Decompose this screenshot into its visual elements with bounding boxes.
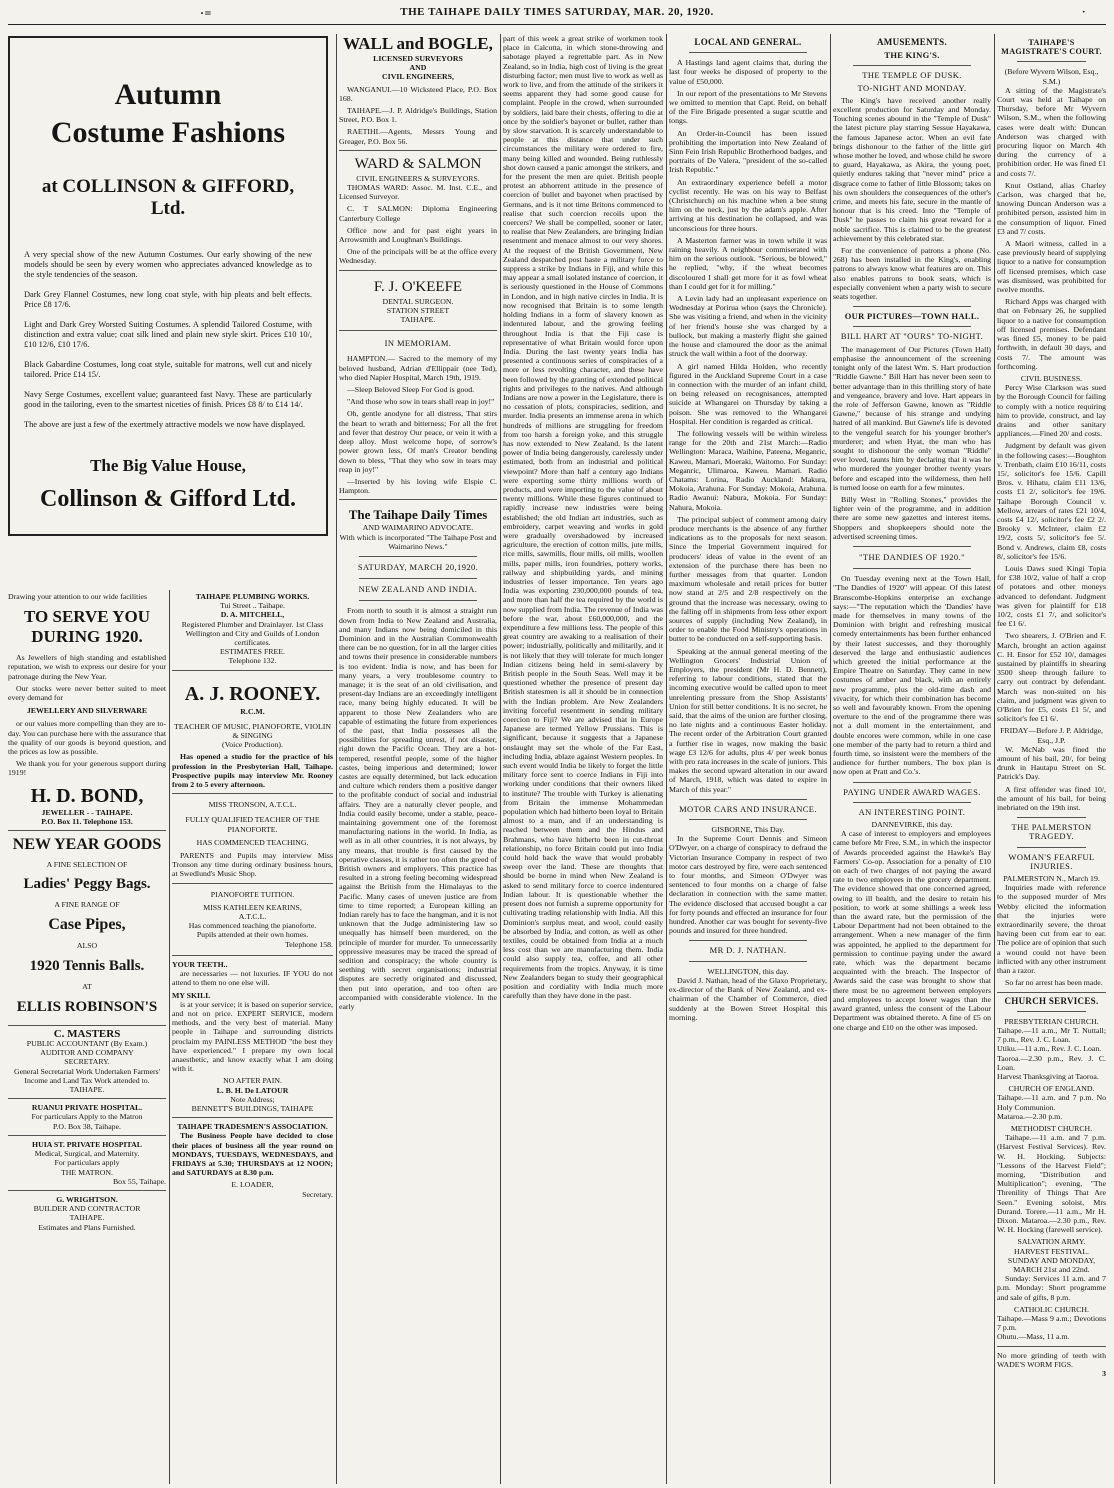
ward-salmon-paragraph: THOMAS WARD: Assoc. M. Inst. C.E., and Licensed Surveyor. [339,183,497,202]
church-title: CHURCH SERVICES. [1004,995,1099,1006]
divider [997,1346,1106,1347]
column-rule [666,34,667,1484]
salvation-title: SALVATION ARMY. [1017,1237,1086,1247]
advert-footer-1: The Big Value House, [90,456,246,475]
advert-headline-1: Autumn [114,78,222,111]
award-subtitle: AN INTERESTING POINT. [858,806,966,817]
church-line: Ohutu.—Mass, 11 a.m. [997,1332,1070,1342]
motor-title: MOTOR CARS AND INSURANCE. [679,803,817,814]
news-paragraph: A Masterton farmer was in town while it was raining heavily. A neighbour commiserated with him on the serious outlook. "Serious, be blowed," he replied, "why, if the wheat becomes discoloured I shall get more for it as fowl wheat than I could get for it for milling." [669,235,827,291]
kearins-line: A.T.C.L. [238,912,267,922]
news-paragraph: The following vessels will be within wireless range for the 20th and 21st March:—Radio Wellington: Maraca, Waihine, Pateena, Meganric, Kaweu, Mamari, Moeraki, Waitomo. For Sunday: Meganric, Ulimaroa, Kaweu. Mamari. Radio Chatams: Lorina, Radio Auckland: Makura, Mokoia, Arahuna. For Sunday: Mokoia, Arahuna. Radio Awanui: Nabura, Mokoia. For Sunday: Nahura, Mokoia. [669,428,827,512]
divider [1017,817,1086,818]
divider [853,802,971,803]
masters-name: C. MASTERS [53,1027,121,1040]
latour-line: BENNETT'S BUILDINGS, TAIHAPE [191,1103,314,1113]
bond-intro: Drawing your attention to our wide facilities [8,592,148,601]
plumbing-line: Tui Street .. Taihape. [220,601,285,611]
advert-paragraph: Navy Serge Costumes, excellent value; guaranteed fast Navy. These are particularly good in the tailoring, even to the smartest niceties of finish. Prices £8 8/ to £14 14/. [24,390,312,409]
rooney-name: A. J. ROONEY. [184,682,321,705]
masthead-mark-right: · [1081,6,1086,18]
column-5 [669,34,827,1484]
kearins-line: Has commenced teaching the pianoforte. [188,921,317,931]
bond-paragraph: As Jewellers of high standing and established reputation, we wish to express our desire for your patronage during the New Year. [8,653,166,681]
hart-title: BILL HART AT "OURS" TO-NIGHT. [840,331,984,342]
huia-line: Box 55, Taihape. [112,1176,166,1186]
divider [853,326,971,327]
wall-bogle-line: CIVIL ENGINEERS, [382,72,454,82]
court-paragraph: A Maori witness, called in a case previously heard of supplying liquor to a native for consumption off licensed premises, which case was dismissed, was prohibited for twelve months. [997,239,1106,295]
ruanui-name: RUANUI PRIVATE HOSPITAL. [31,1103,143,1113]
court-title: TAIHAPE'S MAGISTRATE'S COURT. [1001,38,1102,57]
wrightson-line: TAIHAPE. [69,1213,105,1223]
tradesmen-title: TAIHAPE TRADESMEN'S ASSOCIATION. [177,1122,328,1132]
church-line: Taihape.—11 a.m., Mr T. Nuttall; 7 p.m., Rev. J. C. Loan. [997,1025,1106,1045]
local-general-title: LOCAL AND GENERAL. [694,37,802,47]
tradesmen-line: Secretary. [302,1189,333,1199]
award-paragraph: A case of interest to employers and employees came before Mr Free, S.M., in which the inspector of Awards proceeded against the Hawke's Bay Farmers' Co-op. Association for a penalty of £10 on each of two charges of not paying the award rate to two employees in the grocery department. The evidence showed that one concerned agreed, owing to ill health, and the desire to retain his position, to work at some shillings a week less than the award rate, but the permission of the Labour Department had not been obtained to the arrangement. When a new manager of the firm was appointed, he applied to the department for permission to continue paying under the award rate, which was the department became acquainted with the breach. The Inspector of Awards said the case was brought to show that there must be no agreement between employers and employees to accept lower wages than the award granted, unless the consent of the Labour Department was obtained thereto. A fine of £5 on one charge and £10 on the other was imposed. [833,829,991,1032]
memoriam-title: IN MEMORIAM. [384,338,452,349]
plumbing-line: D. A. MITCHELL, [220,610,285,620]
page-number: 3 [1102,1369,1106,1379]
methodist-title: METHODIST CHURCH. [1010,1123,1093,1133]
plumbing-line: ESTIMATES FREE. [220,647,285,657]
ellis-peggy: Ladies' Peggy Bags. [23,876,151,893]
bond-headline-2: DURING 1920. [31,627,143,647]
advert-headline-3: at COLLINSON & GIFFORD, Ltd. [41,176,295,219]
column-2 [172,592,333,1484]
anglican-title: CHURCH OF ENGLAND. [1008,1084,1095,1094]
amusements-title: AMUSEMENTS. [876,37,948,47]
news-paragraph: An extraordinary experience befell a motor cyclist recently. He was on his way to Belfast (Christchurch) on his machine when a bee stung him on the neck, just by the adam's apple. After arriving at his destination he collapsed, and was unconscious for three hours. [669,177,827,233]
award-dateline: DANNEVIRKE, this day. [871,820,953,830]
bond-headline-1: TO SERVE YOU [24,607,150,627]
ellis-balls: 1920 Tennis Balls. [29,957,145,974]
advert-footer-2: Collinson & Gifford Ltd. [39,486,297,512]
temple-subtitle: TO-NIGHT AND MONDAY. [857,82,967,93]
motor-dateline: GISBORNE, This Day. [711,825,785,835]
column-1 [8,592,166,1484]
huia-line: Medical, Surgical, and Maternity. [34,1149,140,1159]
palmerston-title: THE PALMERSTON TRAGEDY. [1011,822,1092,842]
divider [172,793,333,794]
paper-line: AND WAIMARINO ADVOCATE. [362,523,474,533]
ellis-line: AT [82,981,92,991]
latour-line: L. B. H. De LATOUR [216,1085,289,1095]
ellis-line: A FINE SELECTION OF [46,860,128,870]
tradesmen-paragraph: The Business People have decided to close their places of business all the year round on MONDAYS, TUESDAYS, WEDNESDAYS, and FRIDAYS at 5.30; THURSDAYS at 12 NOON; and SATURDAYS at 8.30 p.m. [172,1131,333,1178]
tradesmen-line: E. LOADER, [231,1180,274,1190]
okeefe-line: TAIHAPE. [400,315,436,325]
court-paragraph: A sitting of the Magistrate's Court was held at Taihape on Thursday, before Mr Wyvern Wilson, S.M., when the following cases were dealt with: Duncan Anderson was charged with procuring liquor on March 4th during the currency of a prohibition order. He was fined £1 and costs 7/. [997,85,1106,178]
advert-paragraph: Dark Grey Flannel Costumes, new long coat style, with hip pleats and belt effects. Price £8 17/6. [24,290,312,309]
wrightson-name: G. WRIGHTSON. [56,1194,118,1204]
editorial-body: From north to south it is almost a straight run down from India to New Zealand and Australia, and many Indians now being domiciled in this Dominion and in the Australian Commonwealth there can be no question, for in all the larger cities and towns their presence in considerable numbers is too evident. India is now, and has been for many years, a very troublesome country to manage; it is the seat of an old civilisation, and present-day Indians are an exceedingly intelligent race, many being highly educated. It will be apparent to those New Zealanders who are capable of estimating the future from experiences of the past, that India possesses all the possibilities for spreading unrest, if not disaster, right down the Pacific Ocean. They are a hot-tempered, resentful people, some of the higher castes, being imperious and determined; lower castes are equally determined, but lack education and culture which renders them a positive danger to the profitable conduct of social and industrial affairs. They are a naturally clever people, and India could easily become, under a stable, peace-maintaining government one of the foremost manufacturing nations in the world. In India, as well as in all other countries, it is not always, by any means, that trouble is first caused by the operative classes, it is rather too often the greed of British owners and employers. This practice has resulted in a strong feeling becoming widespread against the British from the Himalayas to the Pacific. Many cases of uneven justice are from time to time reported; a European killing an Indian rarely has to face the hangman, and it is not unknown that the Judge administering law so unequally has himself been murdered, on the principle of murder for murder. To unnecessarily oppressive measures may be traced the spread of sedition and conspiracy; the whole country is seething with secret organisations; industrial disputes are secretly originated and discussed, then put into operation, and too often are accompanied with considerable violence. In the early [339,606,497,1012]
latour-line: Note Address; [230,1094,275,1104]
tronson-line: HAS COMMENCED TEACHING. [196,837,309,847]
advert-paragraph: The above are just a few of the exertmely attractive models we now have displayed. [24,420,306,429]
masters-line: TAIHAPE. [69,1085,105,1095]
column-rule [169,590,170,1484]
advert-paragraph: Black Gabardine Costumes, long coat style, suitable for matrons, well cut and nicely tailored. Price £14 15/. [24,360,312,379]
wall-bogle-line: AND [409,63,427,73]
news-paragraph: In our report of the presentations to Mr Stevens we omitted to mention that Capt. Reid, on behalf of the Fire Brigade presented a sugar scuttle and tongs. [669,88,827,126]
ruanui-line: For particulars Apply to the Matron [31,1112,143,1122]
divider [997,992,1106,993]
court-paragraph: Louis Daws sued Kingi Topia for £38 10/2, value of half a crop of potatoes and other moneys advanced to defendant. Judgment was given for plaintiff for £18 10/2, costs £1 7/, and solicitor's fee £1 6/. [997,563,1106,629]
column-rule [336,34,337,1484]
wall-bogle-paragraph: RAETIHI.—Agents, Messrs Young and Greager, P.O. Box 56. [339,127,497,146]
amusement-paragraph: The management of Our Pictures (Town Hall) emphasise the announcement of the screening tonight only of the latest Wm. S. Hart production "Riddle Gawne." Bill Hart has never been seen to better advantage than in this thrilling story of hate and vengeance, bravery and love. Hart appears in the role of Jefferson Gawne, known as "Riddle Gawne," because of his strange and undying hatred of all mankind. But Gawne's life is devoted to the vengeful search for his younger brother's murderer; and when Hyat, the man who has sought to dishonour the only woman "Riddle" ever loved, taunts him by declaring that it was he who murdered the younger brother twenty years before and escaped into the wilderness, then hell is turned loose on earth for a few minutes. [833,344,991,492]
church-paragraph: Sunday: Services 11 a.m. and 7 p.m. Monday: Short programme and sale of gifts, 8 p.m. [997,1274,1106,1302]
divider [8,1098,166,1099]
court-before: (Before Wyvern Wilson, Esq., S.M.) [1004,67,1099,86]
collinson-gifford-advert [8,36,328,536]
bond-name: H. D. BOND, [30,784,144,807]
divider [339,270,497,271]
court-paragraph: Two shearers, J. O'Brien and F. March, brought an action against C. H. Ensor for £52 10/, damages sustained by plaintiffs in shearing 3500 sheep through failure to carry out contract by defendant. March was non-suited on his claim, and judgment was given to O'Brien for £5, costs £1 5/, and solicitor's fee £1 6/. [997,631,1106,724]
wall-bogle-name: WALL and BOGLE, [343,34,493,53]
amusement-paragraph: Billy West in "Rolling Stones," provides the lighter vein of the programme, and in addition there are some new gazettes and interest items. Shoppers and shopkeepers should note the advertised screening times. [833,494,991,541]
nathan-dateline: WELLINGTON, this day. [707,966,789,976]
ruanui-line: P.O. Box 38, Taihape. [53,1121,121,1131]
divider [172,670,333,671]
column-rule [830,34,831,1484]
kearins-title: PIANOFORTE TUITION. [210,889,295,899]
okeefe-line: DENTAL SURGEON. [382,296,454,306]
catholic-title: CATHOLIC CHURCH. [1014,1304,1089,1314]
dandies-title: "THE DANDIES OF 1920." [859,551,965,562]
salvation-line: SUNDAY AND MONDAY, MARCH 21st and 22nd. [1007,1255,1096,1274]
court-paragraph: Knut Ostland, alias Charley Carlson, was charged that he, knowing Duncan Anderson was a prohibited person, assisted him in the consumption of liquor. Fined £3 and 7/ costs. [997,180,1106,236]
nathan-title: MR D. J. NATHAN. [709,945,787,956]
palmerston-paragraph: So far no arrest has been made. [1005,978,1103,988]
bond-paragraph: We thank you for your generous support during 1919! [8,759,166,778]
divider [339,499,497,500]
tronson-paragraph: PARENTS and Pupils may interview Miss Tronson any time during ordinary business hours, at Swedlund's Music Shop. [172,851,333,879]
church-line: Harvest Thanksgiving at Taoroa. [997,1071,1099,1081]
masters-line: General Secretarial Work Undertaken Farmers' Income and Land Tax Work attended to. [13,1066,161,1085]
news-paragraph: An Order-in-Council has been issued prohibiting the importation into New Zealand of Sinn Fein Irish Republic Brotherhood badges, and portraits of De Valera, "president of the so-called Irish Republic." [669,128,827,175]
issue-date: SATURDAY, MARCH 20,1920. [357,561,479,572]
divider [1017,61,1086,62]
divider [359,578,477,579]
wall-bogle-paragraph: WANGANUI.—10 Wicksteed Place, P.O. Box 168. [339,84,497,103]
news-paragraph: In the Supreme Court Dennis and Simeon O'Dwyer, on a charge of conspiracy to defraud the Victorian Insurance Company in respect of two motor cars destroyed by fire, were each sentenced to four months, and Simeon O'Dwyer was sentenced to four months on a charge of false declaration in connection with the same matter. The evidence disclosed that accused bought a car for forty pounds and effected an insurance for four hundred. Another car was bought for seventy-five pounds and insured for three hundred. [669,834,827,936]
masthead-rule [8,24,1106,25]
palmerston-subtitle: WOMAN'S FEARFUL INJURIES. [1008,851,1095,871]
ellis-line: ALSO [76,941,98,951]
friday-title: FRIDAY—Before J. P. Aldridge, Esq., J.P. [1000,726,1103,745]
editorial-title: NEW ZEALAND AND INDIA. [358,584,478,595]
bond-jewellery: JEWELLERY AND SILVERWARE [26,706,148,716]
kings-title: THE KING'S. [884,50,940,61]
divider [853,546,971,547]
news-paragraph: Speaking at the annual general meeting of the Wellington Grocers' Industrial Union of Employers, the president (Mr H. D. Bennett), referring to labour conditions, stated that the incoming executive would be called upon to meet unrelenting pressure from the Shop Assistants' Union for still better conditions. It is no secret, he said, that the aims of the union are further closing, no late nights and a continuous Easter holiday. The recent order of the Arbitration Court granted a further rise in wages, now making the basic wage £3 12/6 for adults, plus 4/ per week bonus with pro rata increases in the scale of juniors. This makes the second upward alteration in our award of March, 1918, which was dated to expire in March of this year." [669,646,827,794]
tronson-name: MISS TRONSON, A.T.C.L. [208,800,297,810]
ward-salmon-paragraph: Office now and for past eight years in Arrowsmith and Loughnan's Buildings. [339,225,497,245]
court-paragraph: W. McNab was fined the amount of his bail, 20/, for being drunk in Hautapu Street on St. Patrick's Day. [997,744,1106,782]
divider [172,883,333,884]
huia-line: THE MATRON. [61,1167,113,1177]
memoriam-paragraph: HAMPTON.— Sacred to the memory of my beloved husband, Adrian d'Ellippair (nee Ted), who died Napier Hospital, March 19th, 1919. [339,354,497,382]
pictures-title: OUR PICTURES—TOWN HALL. [844,311,980,322]
rooney-paragraph: Has opened a studio for the practice of his profession in the Presbyterian Hall, Taihape. Prospective pupils may interview Mr. Rooney from 2 to 5 every afternoon. [172,752,333,790]
news-paragraph: The principal subject of comment among dairy produce merchants is the absence of any further indications as to the proposals for next season. Since the Imperial Government inquired for producers' ideas of value in the event of an extension of the purchase there has been no further messages from that quarter. London maximum wholesale and retail prices for butter now stand at 2/5 and 2/8 respectively on the ground that the increase was necessary, owing to the falling off in shipments from less other export sources of supply (including New Zealand), in order to enable the Food Ministry's operations in butter to be conducted on a self-supporting basis. [669,514,827,644]
wrightson-line: BUILDER AND CONTRACTOR [33,1204,141,1214]
plumbing-line: Telephone 132. [228,656,277,666]
memoriam-paragraph: "And those who sow in tears shall reap in joy!" [347,397,495,407]
divider [689,819,807,820]
paper-title: The Taihape Daily Times [348,507,488,523]
column-3 [339,34,497,1484]
civil-title: CIVIL BUSINESS. [1020,373,1083,383]
amusement-paragraph: On Tuesday evening next at the Town Hall, "The Dandies of 1920" will appear. Of this latest Branscombe-Hopkins enterprise an exchange says:—"The reputation which the 'Dandies' have made for themselves in many towns of the Dominion with bright and refreshing musical comedy entertainments has been further enhanced by their latest successes, and they thoroughly deserved the large and enthusiastic audiences which greeted the initial performance at the Empire Theatre on Saturday. They came in new costumes of amber and black, with an entirely new programme, plus the old-time dash and vivacity, for which their combination has become so well and favourably known. From the opening overture to the end of the programme there was not a dull moment in the entertainment, and double encores were common, while in one case one member of the party had to return a third and fourth time, so insistent were the members of the audience for further numbers. The box plan is now open at Pratt and Co.'s. [833,574,991,777]
church-line: Taoroa.—2.30 p.m., Rev. J. C. Loan. [997,1053,1106,1072]
worm-figs-ad: No more grinding of teeth with WADE'S WORM FIGS. [997,1350,1106,1369]
rooney-line: R.C.M. [240,706,265,716]
plumbing-title: TAIHAPE PLUMBING WORKS. [195,592,310,601]
divider [689,799,807,800]
masters-line: AUDITOR AND COMPANY [40,1048,134,1058]
ward-salmon-line: CIVIL ENGINEERS & SURVEYORS. [356,173,480,183]
divider [689,961,807,962]
column-rule [500,34,501,1484]
rooney-line: (Voice Production). [222,740,283,750]
column-6 [833,34,991,1484]
church-line: Taihape.—Mass 9 a.m.; Devotions 7 p.m. [997,1314,1106,1333]
court-paragraph: A first offender was fined 10/, the amount of his bail, for being inebriated on the 19th inst. [997,784,1106,813]
masters-line: PUBLIC ACCOUNTANT (By Exam.) [26,1039,148,1049]
latour-paragraph: is at your service; it is based on superior service, and not on price. EXPERT SERVICE, modern methods, and the very best of material. Many people in Taihape and surrounding districts proclaim my PAINLESS METHOD "the best they have experienced." I prepare my own local anaesthetic, and know exactly what I am doing with it. [172,999,333,1074]
memoriam-paragraph: —Inserted by his loving wife Elspie C. Hampton. [339,476,497,496]
divider [853,782,971,783]
divider [853,568,971,569]
memoriam-paragraph: —Sleep Beloved Sleep For God is good. [347,385,475,395]
news-paragraph: David J. Nathan, head of the Glaxo Proprietary, ex-director of the Bank of New Zealand, and ex-chairman of the Chamber of Commerce, died suddenly at the Bowen Street Hospital this morning. [669,975,827,1022]
huia-name: HUIA ST. PRIVATE HOSPITAL [32,1139,142,1149]
wall-bogle-line: LICENSED SURVEYORS [373,54,463,63]
ellis-pipes: Case Pipes, [48,916,126,934]
okeefe-name: F. J. O'KEEFE [373,278,463,295]
palmerston-paragraph: Inquiries made with reference to the supposed murder of Mrs Webby elicited the information that the injuries were extraordinarily severe, the throat having been cut from ear to ear. The police are of opinion that such a wound could not have been inflicted with any other instrument than a razor. [997,883,1106,976]
kearins-line: Telephone 158. [285,939,333,949]
amusement-paragraph: The King's have received another really excellent production for Saturday and Monday. Touching scenes abound in the "Temple of Dusk" the latest picture play starring Sessue Hayakawa, the famous Japanese actor. When an evil fate brings dishonour to the father of the little girl whose mother he loved, and whose child he swore to guard, Hayakawa, as Akira, the young poet, quietly endures taking that "never mind" price a disgrace come to father of little Blossom; takes on his own shoulders the consequences of the other's crime, and meets his fate, secure in the mantle of honour that is his creed. Into the "Temple of Dusk" he passes to claim his great reward for a noble sacrifice. This is claimed to be the greatest achievement by this celebrated star. [833,95,991,243]
column-4 [503,34,663,1484]
editorial-body-continued: part of this week a great strike of workmen took place in Calcutta, in which stone-throwing and sabotage played a regrettable part. As in New Zealand, so in India, high cost of living is the great disturbing factor; men must live to work as well as work to live, and from the attitude of the strikers it seems apparent they had some good cause for complaint. People in the crowd, when surrounded by soldiers, laid bare their chests, offering to die at once by the soldier's bayonet or bullet, rather than by slow starvation. It is scarcely understandable to people at this distance that under such circumstances the military were ordered to fire, many being killed and wounded. Being ruthlessly shot down caused a panic amongst the strikers, and for the present the men are quiet. British people protest an abhorrent attitude in the presence of coercion of bullet and bayonet when practised by Germans, and is it not time Britons commenced to realise that such coercion recoils upon the coercers? We shall be compelled, sooner or later, to realise that New Zealanders, are bringing Indian resentment and menace almost to our very shores. At the request of the British Government, New Zealand despatched post haste a military force to suppress a strike by Indians in Fiji, and while this may appear a small isolated instance of coercion, it is seriously questioned in the House of Commons in London, and in high native circles in India. It is now recognised that Britain is to some length holding Indians in a form of slavery known as indentured labour, and the growing feeling throughout India is that the Fiji case is representative of what Britain would force upon India. During the last twenty years India has presented a continuous series of conspiracies of a more or less revolting character, and these have been followed by the granting of extended political rights and privileges to the natives. And although Indians are now a power in the Legislature, there is no cessation of plots, conspiracies, sedition, and murder. India presents an immense arena in which hundreds of millions are struggling for freedom from too harsh a foreign yoke, and this struggle has now extended to New Zealand. Is the latent power of India being dangerously, carelessly under estimated, both from an industrial and political viewpoint? More than half a century ago Indians were exporting some thirty millions worth of products, and were importing to the value of about twenty millions. While these figures continued to rapidly increase new industries were being established; the old Indian art industries, such as embroidery, carpet weaving and works in gold were gradually overshadowed by increased agriculture, the erection of cotton mills, jute mills, rice mills, sawmills, flour mills, oil mills, woollen mills, paper mills, iron foundries, pottery works, railway and shipbuilding yards, and mining industries of lesser importance. Ten years ago India was exporting 230,000,000 pounds of tea, and more than half the tea required by the world is now supplied from India. The revenue of India was before the war, about £60,000,000, and the expenditure a few millions less. The people of this great country are awaking to a realisation of their power; industrially, politically and militarily, and it is not likely that they will tolerate for much longer Indian citizens being held in semi-slavery by British people in the South Seas. Well may it be questioned whether the presence of present day British statesmen is all it should be in connection with the Indian problem. Are New Zealanders inviting forceful resentment in sending military coercion to Fiji? We are advised that in Europe Japanese are termed Yellow Prussians. This is significant, because it suggests that a Japanese onslaught may set the whole of the Far East, including India, ablaze against Western peoples. In such event would India be likely to forget the little military force sent to coerce Indians in Fiji into working under conditions that their owners liked to institute? The trouble with Turkey is alienating from Britain the immense Mohammedan population which had hitherto been loyal to Britain almost to a man, and if an understanding is reached between them and the Hindus and Brahmans, who have hitherto been in cut-throat relationship, no force Britain could put into India could hold back the wave that would probably sweep over the land. These are thoughts that should be borne in mind when New Zealand is asked to send military force to coerce indentured Indian labour. It is questionable whether the present does not furnish a supreme opportunity for cultivating trading relationship with India. All this Dominion's surplus meat, and wool, could easily be absorbed by India, and cotton, as well as other textiles, could be obtained from India at a much less cost than we are manufacturing them. India could also supply tea, coffee, and all other requirements from the tropics. Anyway, it is time New Zealanders began to study their geographical position and cordiality with India much more carefully than they have done in the past. [503,34,663,1001]
church-line: Utiku.—11 a.m., Rev. J. C. Loan. [997,1044,1102,1054]
advert-paragraph: Light and Dark Grey Worsted Suiting Costumes. A splendid Tailored Costume, with distinction and extra value; coat silk lined and plain new style skirt. Prices £10 10/, £10 12/6, £10 17/6. [24,320,312,349]
amusement-paragraph: For the convenience of patrons a phone (No. 268) has been installed in the King's, enabling patrons to always know what features are on. This also enables patrons to book seats, which is especially convenient when a party wish to secure seats together. [833,246,991,302]
paper-line: With which is incorporated "The Taihape Post and Waimarino News." [339,532,497,551]
ward-salmon-name: WARD & SALMON [354,155,482,172]
ellis-headline: NEW YEAR GOODS [12,836,162,854]
court-paragraph: Percy Wise Clarkson was sued by the Borough Council for failing to comply with a notice requiring him to provide, construct, and lay drains and other sanitary appliances.—Fined 20/ and costs. [997,383,1106,439]
tronson-line: FULLY QUALIFIED TEACHER OF THE PIANOFORTE. [185,815,320,834]
divider [853,306,971,307]
divider [689,52,807,53]
palmerston-dateline: PALMERSTON N., March 19. [1003,874,1100,884]
divider [853,65,971,66]
ellis-name: ELLIS ROBINSON'S [16,998,158,1015]
ward-salmon-paragraph: C. T SALMON: Diploma Engineering Canterbury College [339,204,497,223]
divider [359,600,477,601]
news-paragraph: A Hastings land agent claims that, during the last four weeks he disposed of property to the value of £50,000. [669,58,827,86]
court-paragraph: Richard Apps was charged with that on February 26, he supplied liquor to a native for consumption off licensed premises. Defendant was fined £5, money to be paid forthwith, in default 30 days, and costs 7/. The amount was forthcoming. [997,297,1106,371]
bond-contact: P.O. Box 11. Telephone 153. [41,816,133,826]
latour-line: NO AFTER PAIN. [223,1076,282,1086]
latour-paragraph: are necessaries — not luxuries. IF YOU do not attend to them no one else will. [172,969,333,988]
divider [1017,847,1086,848]
news-paragraph: A Levin lady had an unpleasant experience on Wednesday at Porirua whoo (says the Chronicle). She was visiting a friend, and when in the vicinity of her friend's house she was charged by a bullock, but making a masterly flight she gained the house and clamoured the door as the animal struck the wall within a foot of the doorway. [669,294,827,359]
bond-paragraph: or our values more compelling than they are to-day. You can purchase here with the assurance that the quality of our goods is beyond question, and the prices as low as possible. [8,719,166,757]
divider [172,955,333,956]
divider [339,330,497,331]
kearins-line: MISS KATHLEEN KEARINS, [203,902,302,912]
church-line: Taihape.—11 a.m. and 7 p.m. No Holy Communion. [997,1093,1106,1112]
presbyterian-title: PRESBYTERIAN CHURCH. [1004,1016,1099,1026]
latour-title: YOUR TEETH.. [172,959,228,969]
rooney-line: TEACHER OF MUSIC, PIANOFORTE, VIOLIN & SINGING [173,721,332,741]
divider [8,1135,166,1136]
kearins-line: Pupils attended at their own homes. [196,930,309,940]
bond-paragraph: Our stocks were never better suited to meet every demand for [8,683,166,703]
advert-paragraph: A very special show of the new Autumn Costumes. Our early showing of the new models should be seen by every women who appreciates advanced knowledge as to the style tendencies of the season. [24,250,312,279]
salvation-line: HARVEST FESTIVAL. [1014,1246,1089,1256]
bond-address: JEWELLER - - TAIHAPE. [41,807,133,817]
divider [339,150,497,151]
award-title: PAYING UNDER AWARD WAGES. [843,786,981,797]
wrightson-line: Estimates and Plans Furnished. [38,1222,136,1232]
divider [359,556,477,557]
news-paragraph: A girl named Hilda Holden, who recently figured in the Auckland Supreme Court in a case in connection with the murder of an infant child, on being released on recognisances, attempted suicide at Whangarei on Thursday by taking a poison. She was removed to the Whangarei Hospital. Her condition is regarded as critical. [669,361,827,426]
wall-bogle-paragraph: TAIHAPE.—J. P. Aldridge's Buildings, Station Street, P.O. Box 1. [339,106,497,125]
divider [8,830,166,831]
memoriam-paragraph: Oh, gentle anodyne for all distress, That stirs the heart to wrath and bitterness; For all the fret and fever that destroy Our peace, or vein it with a deep alloy. Most welcome hope, of sorrow's power grown less, Of man's Creator bending down to bless, "That they who sow in tears may reap in joy!" [339,409,497,474]
church-line: Mataroa.—2.30 p.m. [997,1111,1063,1121]
church-paragraph: Taihape.—11 a.m. and 7 p.m. (Harvest Festival Services). Rev. W. H. Hocking. Subjects: "Lessons of the Harvest Field"; morning, "Distribution and Multiplication"; evening, "The Threnility of Things That Are Seen." Evening soloist, Mrs Durand. Torere.—11 a.m., Mr H. Dixon. Mataroa.—2.30 p.m., Rev. W. H. Hocking (farewell service). [997,1133,1106,1235]
temple-title: THE TEMPLE OF DUSK. [862,70,962,81]
ellis-line: A FINE RANGE OF [54,900,120,910]
court-paragraph: Judgment by default was given in the following cases:—Boughton v. Trenbath, claim £10 16/11, costs 15/, solicitor's fee 15/6. Capill Bros. v. Hihatu, claim £11 13/6, costs £1 2/, solicitor's fee 19/6. Taihape Borough Council v. Mellow, arrears of rates £21 10/4, costs £4 12/, solicitor's fee £2 2/. Brooky v. McInteer, claim £2 19/2, costs 5/, solicitor's fee 5/. Bond v. Andrews, claim £8, costs 8/, solicitor's fee 15/6. [997,441,1106,561]
plumbing-line: Registered Plumber and Drainlayer. 1st Class Wellington and City and Guilds of London certificates. [181,619,324,648]
divider [8,1190,166,1191]
divider [172,1117,333,1118]
latour-line: MY SKILL [172,990,211,1000]
divider [1017,1011,1086,1012]
huia-line: For particulars apply [54,1158,120,1168]
divider [689,940,807,941]
masthead-mark-left: ·= [200,6,212,20]
masthead-title: THE TAIHAPE DAILY TIMES SATURDAY, MAR. 20, 1920. [400,6,714,18]
masters-line: SECRETARY. [64,1057,110,1067]
column-7 [997,34,1106,1484]
column-rule [994,34,995,1484]
divider [8,1025,166,1026]
ward-salmon-paragraph: One of the principals will be at the office every Wednesday. [339,247,497,266]
okeefe-line: STATION STREET [386,305,450,315]
advert-headline-2: Costume Fashions [50,116,286,149]
